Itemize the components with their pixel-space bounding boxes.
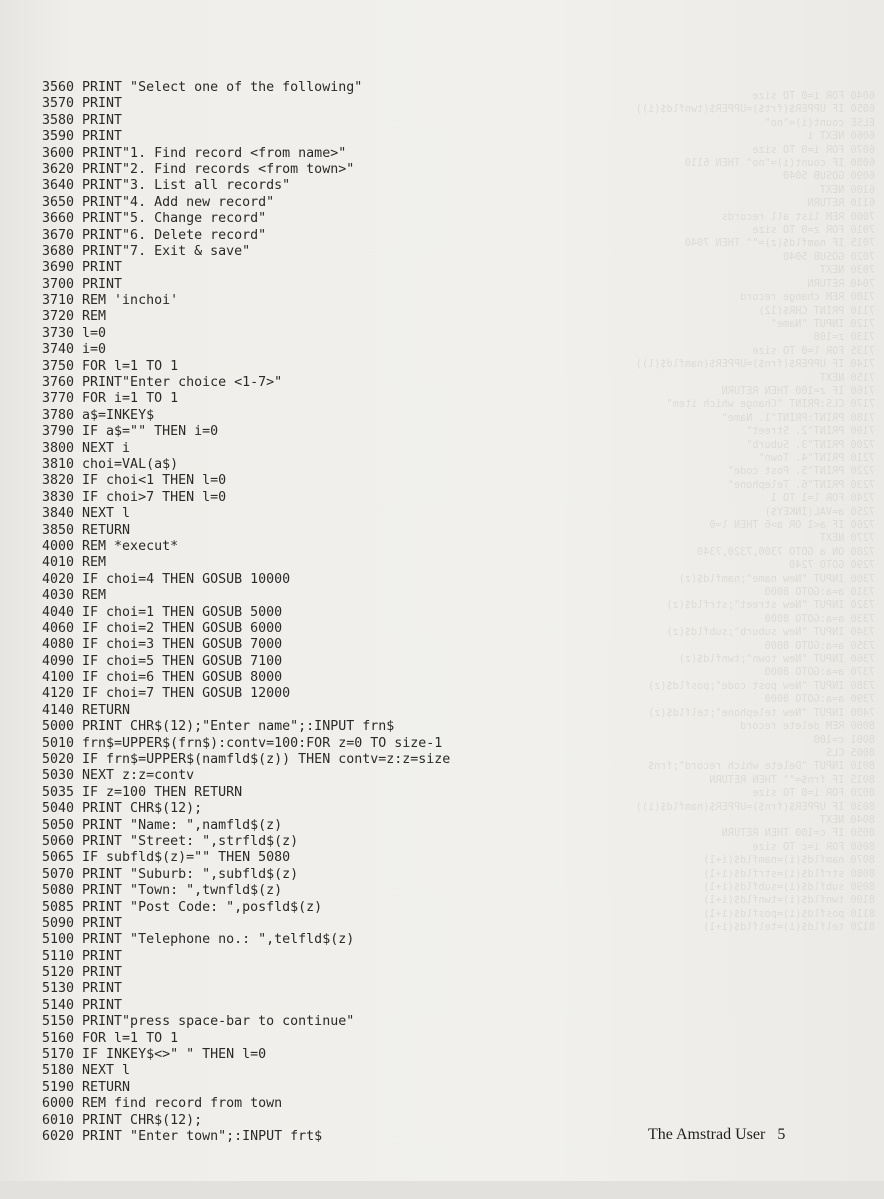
code-line: 4090 IF choi=5 THEN GOSUB 7100 xyxy=(42,653,283,669)
code-line: 3740 i=0 xyxy=(42,342,107,358)
code-line: 5160 FOR l=1 TO 1 xyxy=(42,1030,179,1046)
code-line: 5040 PRINT CHR$(12); xyxy=(42,801,203,817)
code-line: 5130 PRINT xyxy=(42,981,123,997)
code-line: 3650 PRINT"4. Add new record" xyxy=(42,194,275,210)
code-line: 3850 RETURN xyxy=(42,522,131,538)
code-line: 3790 IF a$="" THEN i=0 xyxy=(42,424,219,440)
page-bottom-edge xyxy=(0,1181,884,1199)
code-line: 5170 IF INKEY$<>" " THEN l=0 xyxy=(42,1047,267,1063)
code-line: 4000 REM *execut* xyxy=(42,538,179,554)
code-line: 3690 PRINT xyxy=(42,260,123,276)
code-line: 3770 FOR i=1 TO 1 xyxy=(42,391,179,407)
code-line: 3750 FOR l=1 TO 1 xyxy=(42,358,179,374)
code-line: 3820 IF choi<1 THEN l=0 xyxy=(42,473,227,489)
code-line: 3780 a$=INKEY$ xyxy=(42,407,155,423)
code-line: 4060 IF choi=2 THEN GOSUB 6000 xyxy=(42,620,283,636)
code-line: 4120 IF choi=7 THEN GOSUB 12000 xyxy=(42,686,291,702)
page-number: 5 xyxy=(777,1126,786,1143)
code-line: 3800 NEXT i xyxy=(42,440,131,456)
code-line: 3720 REM xyxy=(42,309,107,325)
code-line: 3600 PRINT"1. Find record <from name>" xyxy=(42,145,347,161)
code-line: 4040 IF choi=1 THEN GOSUB 5000 xyxy=(42,604,283,620)
code-line: 3660 PRINT"5. Change record" xyxy=(42,211,267,227)
code-line: 4140 RETURN xyxy=(42,702,131,718)
code-line: 5150 PRINT"press space-bar to continue" xyxy=(42,1014,355,1030)
code-line: 5085 PRINT "Post Code: ",posfld$(z) xyxy=(42,899,323,915)
code-line: 5065 IF subfld$(z)="" THEN 5080 xyxy=(42,850,291,866)
code-line: 5030 NEXT z:z=contv xyxy=(42,768,195,784)
code-line: 5060 PRINT "Street: ",strfld$(z) xyxy=(42,833,299,849)
code-line: 3700 PRINT xyxy=(42,276,123,292)
code-line: 3760 PRINT"Enter choice <1-7>" xyxy=(42,375,283,391)
code-line: 5010 frn$=UPPER$(frn$):contv=100:FOR z=0 TO size-1 xyxy=(42,735,443,751)
code-line: 5070 PRINT "Suburb: ",subfld$(z) xyxy=(42,866,299,882)
code-line: 3710 REM 'inchoi' xyxy=(42,293,179,309)
bleed-through-text: 6040 FOR i=0 TO size 6050 IF UPPER$(frt$)=UPPER$(twnfld$(i)) ELSE count(i)="no" 6060 NEXT i 6070 FOR i=0 TO size 6080 IF count(i)="no" THEN 6110 6090 GOSUB 5040 6100 NEXT 6110 RETURN 7000 REM list all records 7010 FOR z=0 TO size 7015 IF namfld$(z)="" THEN 7040 7020 GOSUB 5040 7030 NEXT 7040 RETURN 7100 REM change record 7110 PRINT CHR$(12) 7120 INPUT "Name" 7130 z=100 7135 FOR l=0 TO size 7140 IF UPPER$(frn$)=UPPER$(namfld$(l)) 7150 NEXT 7160 IF z=100 THEN RETURN 7170 CLS:PRINT "Change which item" 7180 PRINT:PRINT"1. Name" 7190 PRINT"2. Street" 7200 PRINT"3. Suburb" 7210 PRINT"4. Town" 7220 PRINT"5. Post code" 7230 PRINT"6. Telephone" 7240 FOR l=1 TO 1 7250 a=VAL(INKEY$) 7260 IF a<1 OR a>6 THEN l=0 7270 NEXT 7280 ON a GOTO 7300,7320,7340 7290 GOTO 7240 7300 INPUT "New name";namfld$(z) 7310 a=a:GOTO 8000 7320 INPUT "New street";strfld$(z) 7330 a=a:GOTO 8000 7340 INPUT "New suburb";subfld$(z) 7350 a=a:GOTO 8000 7360 INPUT "New town";twnfld$(z) 7370 a=a:GOTO 8000 7380 INPUT "New post code";posfld$(z) 7390 a=a:GOTO 8000 7400 INPUT "New telephone";telfld$(z) 8000 REM delete record 8001 c=100 8005 CLS 8010 INPUT "Delete which record";frn$ 8015 IF frn$="" THEN RETURN 8020 FOR i=0 TO size 8030 IF UPPER$(frn$)=UPPER$(namfld$(i)) 8040 NEXT 8050 IF c=100 THEN RETURN 8060 FOR i=c TO size 8070 namfld$(i)=namfld$(i+1) 8080 strfld$(i)=strfld$(i+1) 8090 subfld$(i)=subfld$(i+1) 8100 twnfld$(i)=twnfld$(i+1) 8110 posfld$(i)=posfld$(i+1) 8120 telfld$(i)=telfld$(i+1) xyxy=(635,91,875,934)
code-line: 5000 PRINT CHR$(12);"Enter name";:INPUT frn$ xyxy=(42,719,395,735)
code-line: 6020 PRINT "Enter town";:INPUT frt$ xyxy=(42,1129,323,1144)
basic-program-listing xyxy=(42,80,562,1145)
code-line: 3580 PRINT xyxy=(42,112,123,128)
code-line: 5180 NEXT l xyxy=(42,1063,131,1079)
code-line: 3840 NEXT l xyxy=(42,506,131,522)
code-line: 3570 PRINT xyxy=(42,96,123,112)
code-line: 5035 IF z=100 THEN RETURN xyxy=(42,784,243,800)
code-line: 3830 IF choi>7 THEN l=0 xyxy=(42,489,227,505)
code-line: 3640 PRINT"3. List all records" xyxy=(42,178,291,194)
code-line: 5140 PRINT xyxy=(42,997,123,1013)
code-line: 3680 PRINT"7. Exit & save" xyxy=(42,243,251,259)
code-line: 3810 choi=VAL(a$) xyxy=(42,456,179,472)
code-line: 3730 l=0 xyxy=(42,325,107,341)
code-line: 5090 PRINT xyxy=(42,915,123,931)
code-line: 5100 PRINT "Telephone no.: ",telfld$(z) xyxy=(42,932,355,948)
code-line: 5050 PRINT "Name: ",namfld$(z) xyxy=(42,817,283,833)
page-footer xyxy=(648,1126,785,1144)
code-line: 5120 PRINT xyxy=(42,965,123,981)
code-line: 3560 PRINT "Select one of the following" xyxy=(42,80,363,95)
code-line: 4080 IF choi=3 THEN GOSUB 7000 xyxy=(42,637,283,653)
publication-name: The Amstrad User xyxy=(648,1126,766,1143)
code-line: 4100 IF choi=6 THEN GOSUB 8000 xyxy=(42,670,283,686)
code-line: 5190 RETURN xyxy=(42,1079,131,1095)
code-line: 3590 PRINT xyxy=(42,129,123,145)
code-line: 5110 PRINT xyxy=(42,948,123,964)
code-line: 4030 REM xyxy=(42,588,107,604)
code-line: 4020 IF choi=4 THEN GOSUB 10000 xyxy=(42,571,291,587)
code-line: 3670 PRINT"6. Delete record" xyxy=(42,227,267,243)
code-line: 5080 PRINT "Town: ",twnfld$(z) xyxy=(42,883,283,899)
code-line: 6000 REM find record from town xyxy=(42,1096,283,1112)
code-line: 3620 PRINT"2. Find records <from town>" xyxy=(42,161,355,177)
code-line: 4010 REM xyxy=(42,555,107,571)
code-line: 6010 PRINT CHR$(12); xyxy=(42,1112,203,1128)
code-line: 5020 IF frn$=UPPER$(namfld$(z)) THEN contv=z:z=size xyxy=(42,752,451,768)
